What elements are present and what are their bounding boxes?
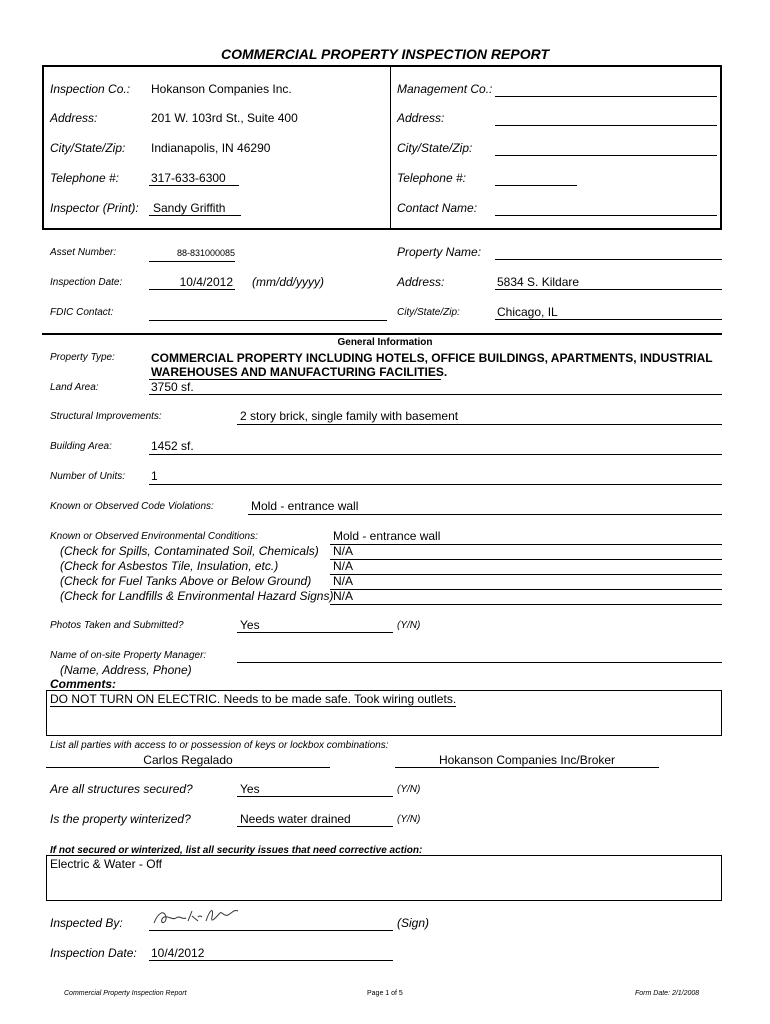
footer-page: Page 1 of 5 [367,990,403,997]
property-type-line2: WAREHOUSES AND MANUFACTURING FACILITIES. [151,365,448,379]
keys-label: List all parties with access to or possession of keys or lockbox combinations: [50,740,389,751]
env-value: Mold - entrance wall [333,529,441,543]
manager-sub-label: (Name, Address, Phone) [60,663,192,677]
issues-label: If not secured or winterized, list all security issues that need corrective action: [50,845,423,856]
land-area-line [149,394,722,395]
issues-text: Electric & Water - Off [50,857,163,871]
signature-image [148,903,248,931]
env-label: Known or Observed Environmental Conditions: [50,531,258,542]
secured-yn: (Y/N) [397,784,421,795]
mgmt-address-line [495,125,717,126]
land-area-label: Land Area: [50,382,99,393]
address-value: 201 W. 103rd St., Suite 400 [151,111,298,125]
telephone-value: 317-633-6300 [149,171,239,186]
secured-label: Are all structures secured? [50,782,193,796]
comments-text: DO NOT TURN ON ELECTRIC. Needs to be made safe. Took wiring outlets. [50,692,457,706]
asset-number-label: Asset Number: [50,247,117,258]
inspector-label: Inspector (Print): [50,201,139,215]
winterized-value: Needs water drained [237,812,393,827]
winterized-label: Is the property winterized? [50,812,191,826]
units-label: Number of Units: [50,471,126,482]
property-city-value: Chicago, IL [495,305,722,320]
signoff-date-label: Inspection Date: [50,946,137,960]
violations-line [248,514,722,515]
date-format-hint: (mm/dd/yyyy) [252,275,324,289]
mgmt-city-line [495,155,717,156]
mgmt-address-label: Address: [397,111,445,125]
asbestos-line [330,574,722,575]
inspected-by-label: Inspected By: [50,916,123,930]
telephone-label: Telephone #: [50,171,119,185]
footer-form-date: Form Date: 2/1/2008 [635,990,700,997]
city-value: Indianapolis, IN 46290 [151,141,271,155]
asbestos-label: (Check for Asbestos Tile, Insulation, etc.) [60,559,279,573]
fuel-line [330,589,722,590]
landfill-value: N/A [333,589,354,603]
city-label: City/State/Zip: [50,141,126,155]
manager-label: Name of on-site Property Manager: [50,650,207,661]
env-line [330,544,722,545]
structural-value: 2 story brick, single family with basement [240,409,459,423]
structural-label: Structural Improvements: [50,411,162,422]
property-type-label: Property Type: [50,352,115,363]
building-area-value: 1452 sf. [151,439,194,453]
signature-line [149,930,393,931]
mgmt-telephone-line [495,185,577,186]
spills-label: (Check for Spills, Contaminated Soil, Chemicals) [60,544,319,558]
asset-number-value: 88-831000085 [177,248,236,258]
property-address-label: Address: [397,275,445,289]
keys-party-1: Carlos Regalado [46,753,330,768]
company-info-box [42,65,722,230]
property-name-label: Property Name: [397,245,482,259]
signoff-date-value: 10/4/2012 [149,946,393,961]
landfill-line [330,604,722,605]
property-city-label: City/State/Zip: [397,307,460,318]
fdic-label: FDIC Contact: [50,307,114,318]
fuel-label: (Check for Fuel Tanks Above or Below Ground) [60,574,312,588]
building-area-label: Building Area: [50,441,112,452]
box-divider [390,66,391,229]
mgmt-co-line [495,96,717,97]
land-area-value: 3750 sf. [151,380,194,394]
photos-value: Yes [237,618,393,633]
asbestos-value: N/A [333,559,354,573]
property-address-value: 5834 S. Kildare [495,275,722,290]
fdic-line [149,320,387,321]
mgmt-telephone-label: Telephone #: [397,171,466,185]
keys-party-2: Hokanson Companies Inc/Broker [395,753,659,768]
spills-line [330,559,722,560]
comments-label: Comments: [50,677,117,691]
inspection-date-value: 10/4/2012 [149,275,235,290]
units-value: 1 [151,469,158,483]
photos-label: Photos Taken and Submitted? [50,620,184,631]
inspection-co-value: Hokanson Companies Inc. [151,82,292,96]
mgmt-co-label: Management Co.: [397,82,493,96]
section-divider [42,333,722,335]
property-name-line [495,259,722,260]
spills-value: N/A [333,544,354,558]
manager-line [237,662,722,663]
building-area-line [149,454,722,455]
winterized-yn: (Y/N) [397,814,421,825]
sign-label: (Sign) [397,916,430,930]
structural-line [237,424,722,425]
units-line [149,484,722,485]
contact-line [495,215,717,216]
property-type-line1: COMMERCIAL PROPERTY INCLUDING HOTELS, OFFICE BUILDINGS, APARTMENTS, INDUSTRIAL [151,351,713,365]
secured-value: Yes [237,782,393,797]
address-label: Address: [50,111,98,125]
photos-yn: (Y/N) [397,620,421,631]
contact-label: Contact Name: [397,201,478,215]
violations-label: Known or Observed Code Violations: [50,501,214,512]
asset-number-line [149,261,235,262]
landfill-label: (Check for Landfills & Environmental Hazard Signs) [60,589,334,603]
footer-left: Commercial Property Inspection Report [64,990,187,997]
fuel-value: N/A [333,574,354,588]
inspector-value: Sandy Griffith [149,201,241,216]
mgmt-city-label: City/State/Zip: [397,141,473,155]
page-title: COMMERCIAL PROPERTY INSPECTION REPORT [220,46,549,62]
violations-value: Mold - entrance wall [251,499,359,513]
inspection-date-label: Inspection Date: [50,277,123,288]
general-info-heading: General Information [337,337,433,348]
inspection-co-label: Inspection Co.: [50,82,131,96]
